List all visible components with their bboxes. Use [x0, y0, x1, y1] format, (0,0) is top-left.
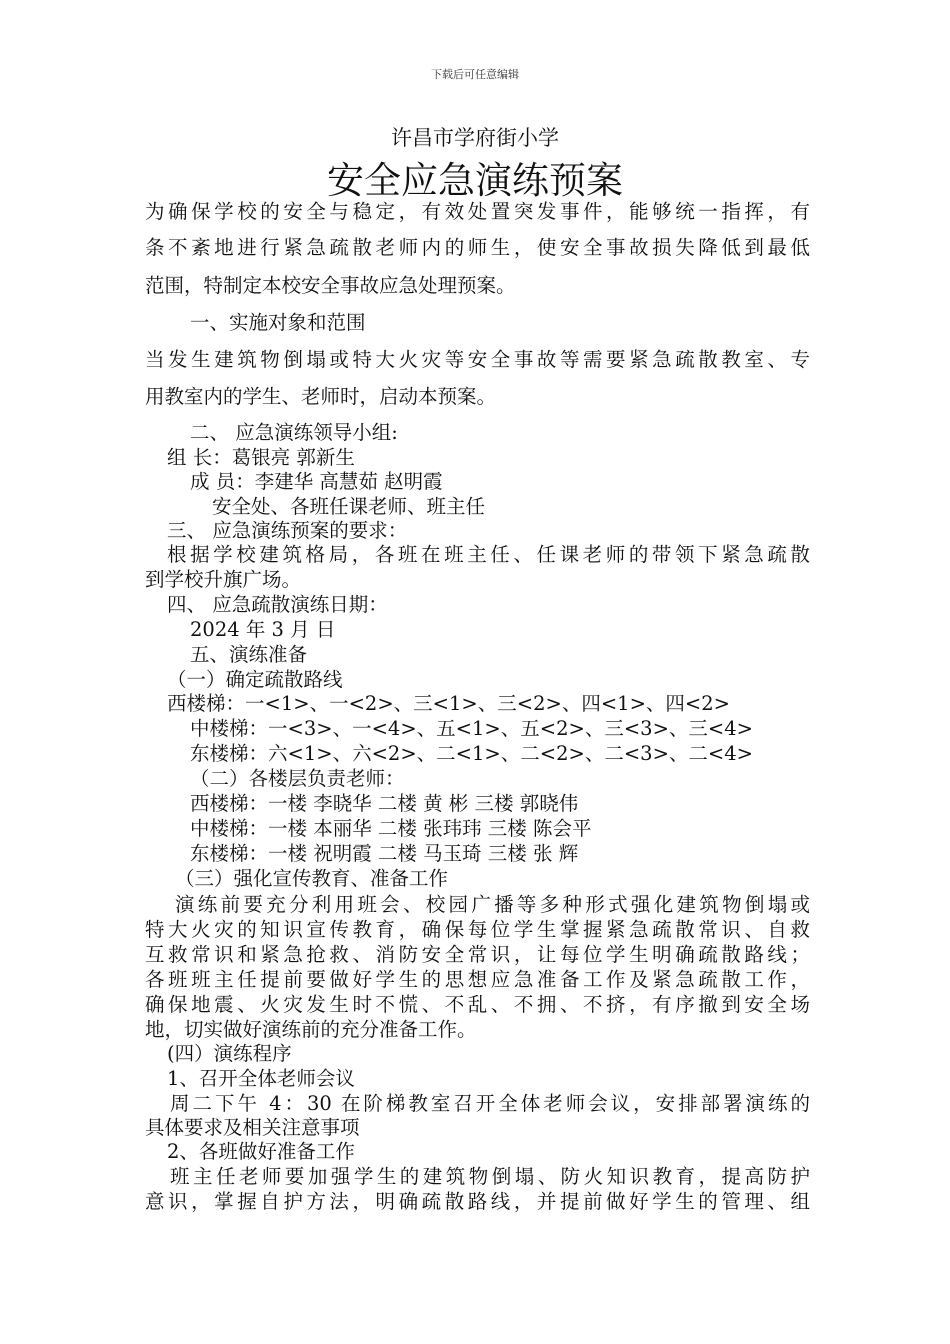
date-line: 2024 年 3 月 日	[190, 618, 336, 641]
paragraph-line: 确保地震、火灾发生时不慌、不乱、不拥、不挤，有序撤到安全场	[145, 993, 810, 1016]
paragraph-line: 用教室内的学生、老师时，启动本预案。	[145, 385, 497, 408]
header-note: 下载后可任意编辑	[431, 68, 519, 81]
subsection-heading: （三）强化宣传教育、准备工作	[175, 867, 449, 890]
paragraph-line: 班主任老师要加强学生的建筑物倒塌、防火知识教育，提高防护	[170, 1165, 810, 1188]
section-heading: 五、演练准备	[190, 643, 308, 666]
section-heading: 二、 应急演练领导小组:	[190, 421, 398, 444]
paragraph-line: 当发生建筑物倒塌或特大火灾等安全事故等需要紧急疏散教室、专	[145, 348, 810, 371]
paragraph-line: 具体要求及相关注意事项	[145, 1116, 360, 1139]
document-title: 安全应急演练预案	[327, 159, 623, 202]
school-name: 许昌市学府街小学	[391, 126, 559, 150]
route-line: 中楼梯：一<3>、一<4>、五<1>、五<2>、三<3>、三<4>	[190, 717, 754, 740]
subsection-heading: （一）确定疏散路线	[167, 668, 343, 691]
teacher-line: 西楼梯：一楼 李晓华 二楼 黄 彬 三楼 郭晓伟	[190, 792, 579, 815]
paragraph-line: 到学校升旗广场。	[145, 568, 302, 591]
members-line: 成 员：李建华 高慧茹 赵明霞	[190, 470, 443, 493]
paragraph-line: 互救常识和紧急抢救、消防安全常识，让每位学生明确疏散路线；	[145, 943, 810, 966]
step-heading: 1、召开全体老师会议	[167, 1067, 355, 1090]
paragraph-line: 周二下午 4：30 在阶梯教室召开全体老师会议，安排部署演练的	[170, 1092, 810, 1115]
section-heading: 一、实施对象和范围	[190, 311, 366, 334]
paragraph-line: 条不紊地进行紧急疏散老师内的师生，使安全事故损失降低到最低	[145, 236, 810, 259]
subsection-heading: (四）演练程序	[167, 1042, 292, 1065]
subsection-heading: （二）各楼层负责老师：	[190, 767, 405, 790]
route-line: 东楼梯：六<1>、六<2>、二<1>、二<2>、二<3>、二<4>	[190, 742, 754, 765]
section-heading: 三、 应急演练预案的要求：	[167, 519, 408, 542]
teacher-line: 东楼梯：一楼 祝明霞 二楼 马玉琦 三楼 张 辉	[190, 842, 579, 865]
paragraph-line: 为确保学校的安全与稳定，有效处置突发事件，能够统一指挥，有	[145, 200, 810, 223]
members-line: 安全处、各班任课老师、班主任	[212, 495, 486, 518]
paragraph-line: 意识，掌握自护方法，明确疏散路线，并提前做好学生的管理、组	[145, 1190, 810, 1213]
paragraph-line: 各班班主任提前要做好学生的思想应急准备工作及紧急疏散工作，	[145, 968, 810, 991]
paragraph-line: 根据学校建筑格局，各班在班主任、任课老师的带领下紧急疏散	[167, 543, 810, 566]
paragraph-line: 地，切实做好演练前的充分准备工作。	[145, 1018, 477, 1041]
route-line: 西楼梯：一<1>、一<2>、三<1>、三<2>、四<1>、四<2>	[167, 692, 731, 715]
section-heading: 四、 应急疏散演练日期：	[167, 593, 388, 616]
teacher-line: 中楼梯：一楼 本丽华 二楼 张玮玮 三楼 陈会平	[190, 817, 592, 840]
paragraph-line: 特大火灾的知识宣传教育，确保每位学生掌握紧急疏散常识、自救	[145, 918, 810, 941]
leader-line: 组 长：葛银亮 郭新生	[167, 446, 355, 469]
paragraph-line: 演练前要充分利用班会、校园广播等多种形式强化建筑物倒塌或	[175, 893, 810, 916]
step-heading: 2、各班做好准备工作	[167, 1140, 355, 1163]
paragraph-line: 范围，特制定本校安全事故应急处理预案。	[145, 274, 516, 297]
